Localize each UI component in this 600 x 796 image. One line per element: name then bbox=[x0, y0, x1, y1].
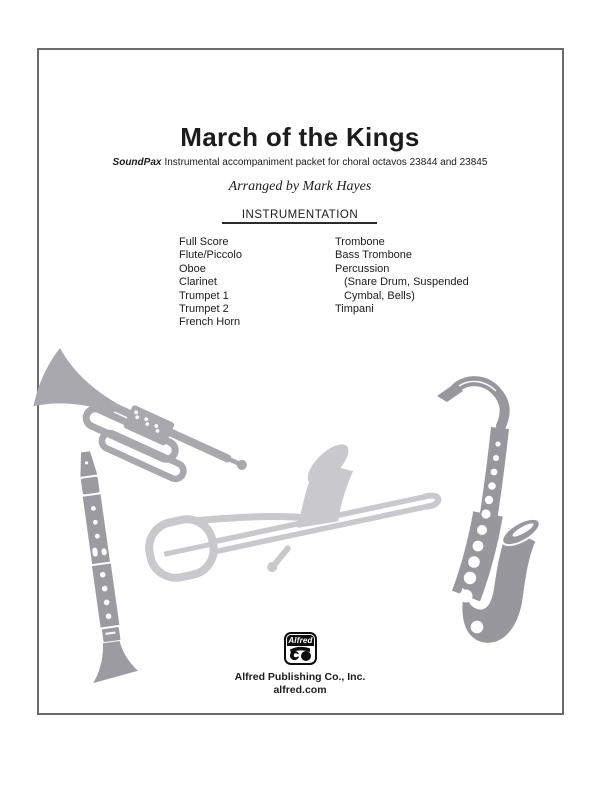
instrumentation-heading: INSTRUMENTATION bbox=[241, 209, 359, 221]
publisher-name: Alfred Publishing Co., Inc. bbox=[234, 671, 366, 683]
list-item: French Horn bbox=[179, 316, 241, 329]
list-item: Bass Trombone bbox=[335, 249, 413, 262]
list-item: Timpani bbox=[335, 303, 374, 316]
list-item: Trombone bbox=[335, 236, 385, 248]
list-item: Flute/Piccolo bbox=[179, 249, 242, 262]
soundpax-brand: SoundPax bbox=[112, 157, 162, 168]
instrument-list-right bbox=[335, 236, 545, 316]
page-title: March of the Kings bbox=[180, 122, 420, 152]
subtitle bbox=[0, 157, 600, 168]
list-item: Trumpet 2 bbox=[179, 303, 229, 316]
alfred-logo-notes-icon bbox=[287, 646, 314, 662]
list-item: Oboe bbox=[179, 262, 206, 275]
alfred-logo-wordmark: Alfred bbox=[288, 636, 313, 645]
list-item: Cymbal, Bells) bbox=[344, 289, 415, 302]
instrumentation-underline bbox=[222, 222, 377, 224]
list-item: Trumpet 1 bbox=[179, 289, 229, 302]
instrument-list-left bbox=[179, 236, 329, 330]
subtitle-text: Instrumental accompaniment packet for choral octavos 23844 and 23845 bbox=[164, 157, 488, 168]
list-item: Full Score bbox=[179, 236, 229, 248]
list-item: (Snare Drum, Suspended bbox=[344, 276, 469, 289]
arranger-credit: Arranged by Mark Hayes bbox=[228, 179, 372, 194]
list-item: Percussion bbox=[335, 262, 390, 275]
alfred-logo bbox=[284, 632, 317, 665]
publisher-website: alfred.com bbox=[273, 684, 327, 696]
list-item: Clarinet bbox=[179, 276, 217, 289]
